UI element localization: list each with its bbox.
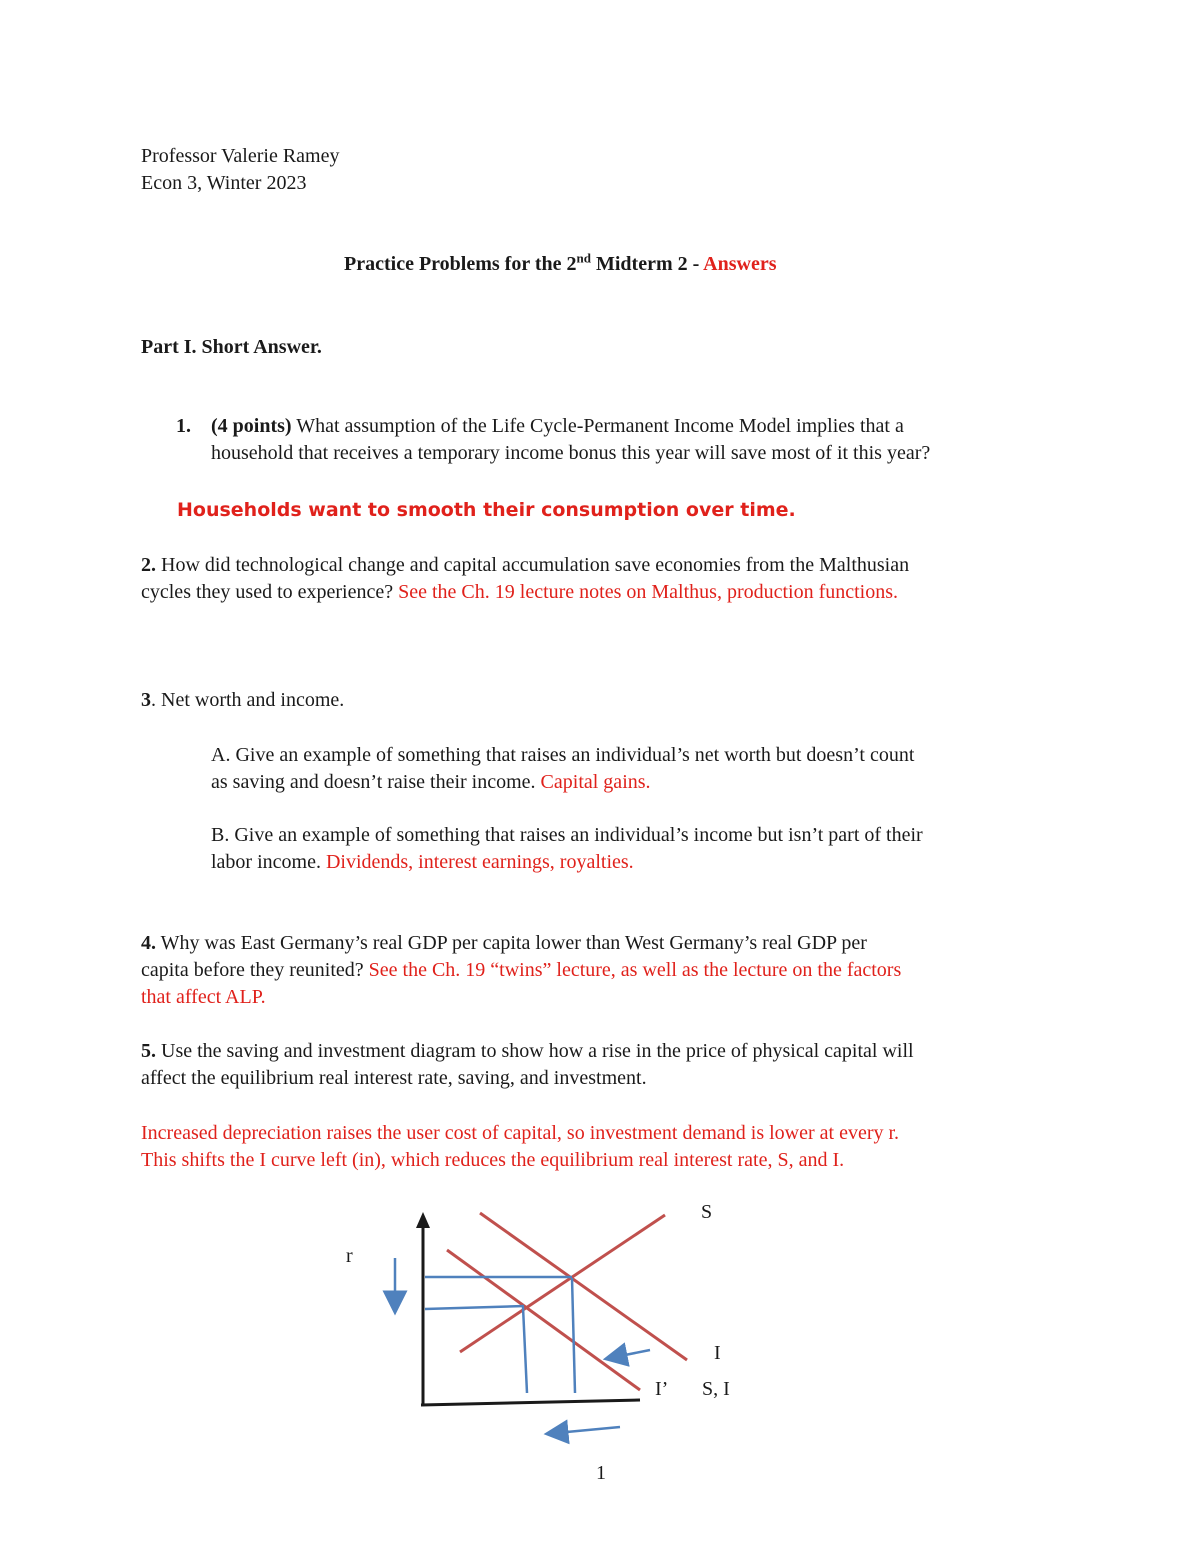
q1-answer: Households want to smooth their consumption over time. [177, 499, 796, 521]
q5-text1: Use the saving and investment diagram to show how a rise in the price of physical capital will [156, 1040, 914, 1062]
title-prefix: Practice Problems for the 2 [344, 253, 577, 275]
q3b-text2: labor income. [211, 851, 326, 873]
investment-shifted-label: I’ [655, 1378, 669, 1400]
title-superscript: nd [576, 250, 591, 266]
q3b-answer: Dividends, interest earnings, royalties. [325, 851, 634, 873]
x-axis-label: S, I [702, 1378, 730, 1400]
q1-line2: household that receives a temporary income bonus this year will save most of it this year? [211, 442, 931, 464]
quantity-left-arrow-icon [556, 1427, 620, 1433]
q2-answer: See the Ch. 19 lecture notes on Malthus, production functions. [398, 581, 899, 603]
q3a-line1: A. Give an example of something that raises an individual’s net worth but doesn’t count [211, 744, 915, 766]
q4-text2: capita before they reunited? [141, 959, 369, 981]
q4-number: 4. [141, 932, 156, 954]
y-axis-label: r [346, 1245, 353, 1267]
investment-label: I [714, 1342, 721, 1364]
q1-number: 1. [176, 415, 191, 437]
q4-answer-2: that affect ALP. [141, 986, 266, 1008]
old-equilibrium-quantity-line [572, 1278, 575, 1393]
q5-number: 5. [141, 1040, 156, 1062]
q2-number: 2. [141, 554, 156, 576]
new-equilibrium-quantity-line [523, 1307, 527, 1393]
y-axis-arrow-icon [416, 1212, 430, 1228]
q3-text1: . Net worth and income. [151, 689, 345, 711]
professor-name: Professor Valerie Ramey [141, 145, 340, 167]
q3a-text2: as saving and doesn’t raise their income. [211, 771, 541, 793]
q2-text1: How did technological change and capital accumulation save economies from the Malthusian [156, 554, 910, 576]
q5-answer-2: This shifts the I curve left (in), which reduces the equilibrium real interest rate, S, and I. [141, 1149, 845, 1171]
new-equilibrium-rate-line [425, 1306, 524, 1309]
q5-line2: affect the equilibrium real interest rate, saving, and investment. [141, 1067, 647, 1089]
course-info: Econ 3, Winter 2023 [141, 172, 307, 194]
title-answers: Answers [703, 253, 777, 275]
page-number: 1 [596, 1462, 606, 1484]
q5-answer-1: Increased depreciation raises the user cost of capital, so investment demand is lower at every r. [141, 1122, 900, 1144]
investment-curve [480, 1213, 687, 1360]
title-middle: Midterm 2 - [590, 253, 704, 275]
investment-curve-shifted [447, 1250, 640, 1390]
q3a-answer: Capital gains. [540, 771, 651, 793]
q3b-line1: B. Give an example of something that raises an individual’s income but isn’t part of their [211, 824, 923, 846]
q1-points: (4 points) [211, 415, 292, 437]
q3-number: 3 [141, 689, 151, 711]
q2-text2: cycles they used to experience? [141, 581, 399, 603]
shift-left-arrow-icon [615, 1350, 650, 1357]
part-heading: Part I. Short Answer. [141, 336, 322, 358]
q4-answer-1: See the Ch. 19 “twins” lecture, as well as the lecture on the factors [368, 959, 902, 981]
saving-label: S [701, 1201, 713, 1223]
q4-text1: Why was East Germany’s real GDP per capita lower than West Germany’s real GDP per [156, 932, 867, 954]
q1-text1: What assumption of the Life Cycle-Permanent Income Model implies that a [291, 415, 904, 437]
x-axis [421, 1400, 640, 1405]
